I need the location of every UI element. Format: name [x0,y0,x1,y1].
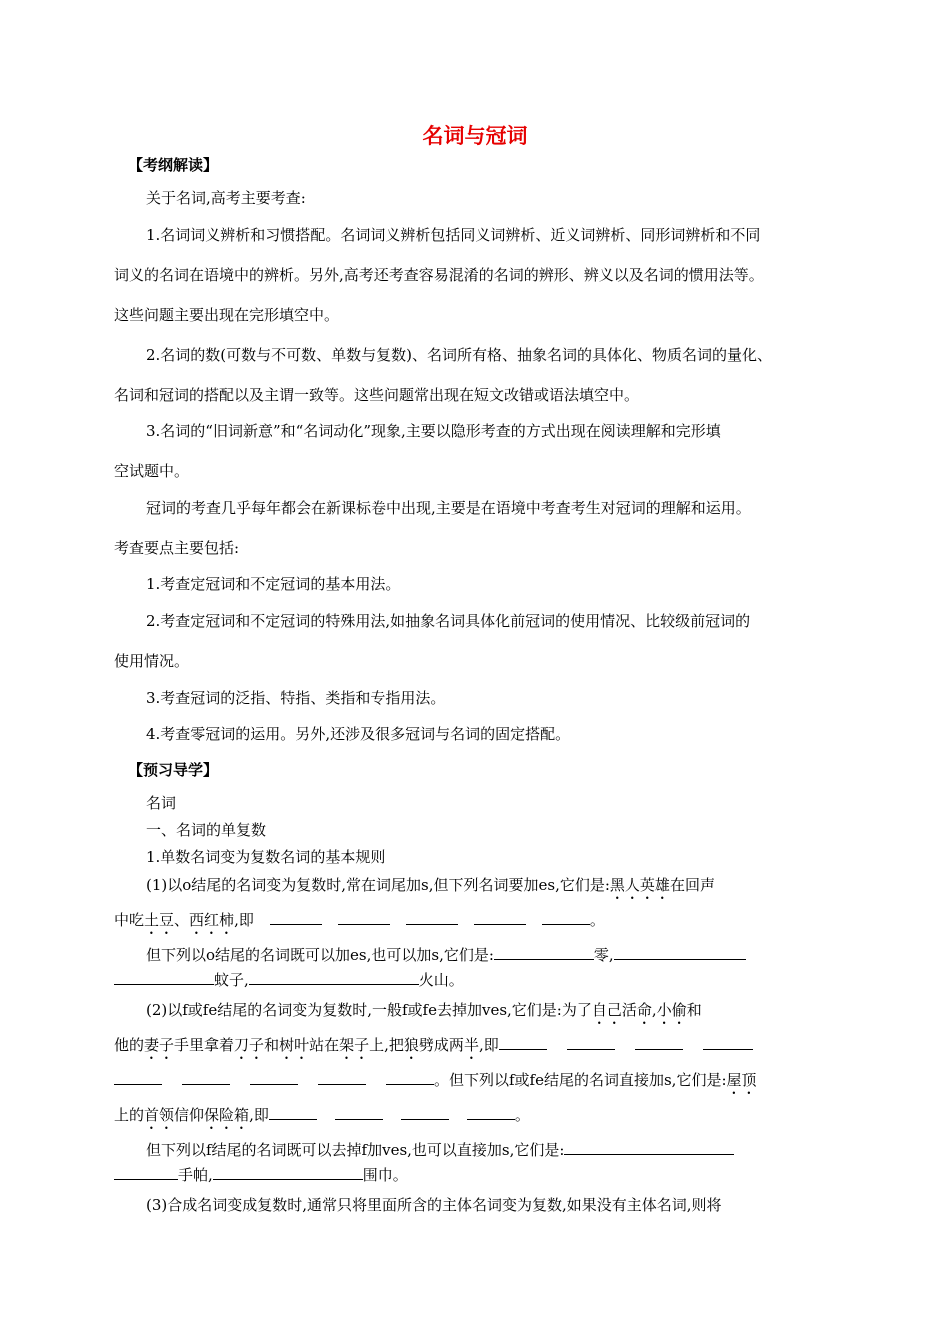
fill-blank[interactable] [114,1070,162,1085]
list-item: 4.考查零冠词的运用。另外,还涉及很多冠词与名词的固定搭配。 [146,725,571,743]
rule-1b-line-2: 蚊子, 火山。 [114,970,464,990]
fill-blank[interactable] [635,1035,683,1050]
subheading: 一、名词的单复数 [146,821,267,839]
emphasis-text: 小偷 [656,1001,687,1019]
fill-blank[interactable] [249,970,419,985]
fill-blank[interactable] [494,945,594,960]
emphasis-text: 刀子 [234,1036,265,1054]
rule-2b-line-1: 但下列以f结尾的名词既可以去掉f加ves,也可以直接加s,它们是: [146,1140,734,1160]
fill-blank[interactable] [567,1035,615,1050]
rule-2-line-3: 。但下列以f或fe结尾的名词直接加s,它们是:屋顶 [114,1070,757,1098]
paragraph: 3.名词的“旧词新意”和“名词动化”现象,主要以隐形考查的方式出现在阅读理解和完形填 [146,422,721,440]
emphasis-text: 自己 [591,1001,622,1019]
rule-2-line-4: 上的首领信仰保险箱,即 。 [114,1106,530,1124]
section-heading-syllabus: 【考纲解读】 [128,156,219,174]
paragraph: 冠词的考查几乎每年都会在新课标卷中出现,主要是在语境中考查考生对冠词的理解和运用。 [146,499,751,517]
list-item: 3.考查冠词的泛指、特指、类指和专指用法。 [146,689,446,707]
emphasis-text: 首领 [144,1106,175,1124]
fill-blank[interactable] [499,1035,547,1050]
fill-blank[interactable] [542,910,590,925]
emphasis-text: 狼 [403,1036,419,1054]
emphasis-text: 屋顶 [726,1071,757,1089]
fill-blank[interactable] [250,1070,298,1085]
rule-2b-line-2: 手帕, 围巾。 [114,1165,408,1185]
emphasis-text: 树叶 [279,1036,310,1054]
rule-3-line-1: (3)合成名词变成复数时,通常只将里面所含的主体名词变为复数,如果没有主体名词,则将 [146,1196,722,1214]
emphasis-text: 半 [463,1036,479,1054]
emphasis-text: 妻子 [144,1036,175,1054]
paragraph: 考查要点主要包括: [114,539,240,557]
list-item: 2.考查定冠词和不定冠词的特殊用法,如抽象名词具体化前冠词的使用情况、比较级前冠词的 [146,612,751,630]
rule-1b-line-1: 但下列以o结尾的名词既可以加es,也可以加s,它们是: 零, [146,945,746,965]
rule-1-line-1: (1)以o结尾的名词变为复数时,常在词尾加s,但下列名词要加es,它们是:黑人英雄在回声 [146,876,715,894]
fill-blank[interactable] [335,1105,383,1120]
fill-blank[interactable] [269,1105,317,1120]
paragraph: 1.名词词义辨析和习惯搭配。名词词义辨析包括同义词辨析、近义词辨析、同形词辨析和不同 [146,226,761,244]
list-item: 1.考查定冠词和不定冠词的基本用法。 [146,575,401,593]
section-heading-preview: 【预习导学】 [128,761,219,779]
paragraph: 这些问题主要出现在完形填空中。 [114,306,340,324]
subheading: 名词 [146,794,177,812]
fill-blank[interactable] [114,1165,178,1180]
emphasis-text: 保险箱 [204,1106,250,1124]
paragraph: 关于名词,高考主要考查: [146,189,306,207]
paragraph: 2.名词的数(可数与不可数、单数与复数)、名词所有格、抽象名词的具体化、物质名词的量化、 [146,346,773,364]
emphasis-text: 架子 [339,1036,370,1054]
fill-blank[interactable] [614,945,746,960]
fill-blank[interactable] [318,1070,366,1085]
emphasis-text: 命 [636,1001,652,1019]
emphasis-text: 土豆 [144,911,175,929]
rule-2-line-2: 他的妻子手里拿着刀子和树叶站在架子上,把狼劈成两半,即 [114,1035,753,1063]
paragraph: 词义的名词在语境中的辨析。另外,高考还考查容易混淆的名词的辨形、辨义以及名词的惯用法等。 [114,266,764,284]
fill-blank[interactable] [703,1035,753,1050]
fill-blank[interactable] [474,910,526,925]
rule-2-line-1: (2)以f或fe结尾的名词变为复数时,一般f或fe去掉加ves,它们是:为了自己活命,小偷和 [146,1001,702,1019]
paragraph: 名词和冠词的搭配以及主谓一致等。这些问题常出现在短文改错或语法填空中。 [114,386,640,404]
fill-blank[interactable] [401,1105,449,1120]
fill-blank[interactable] [114,970,214,985]
fill-blank[interactable] [406,910,458,925]
fill-blank[interactable] [467,1105,515,1120]
subheading: 1.单数名词变为复数名词的基本规则 [146,848,386,866]
page-title: 名词与冠词 [422,124,528,148]
fill-blank[interactable] [564,1140,734,1155]
fill-blank[interactable] [213,1165,363,1180]
fill-blank[interactable] [386,1070,434,1085]
fill-blank[interactable] [270,910,322,925]
paragraph: 空试题中。 [114,462,190,480]
emphasis-text: 西红柿 [189,911,235,929]
list-item: 使用情况。 [114,652,190,670]
fill-blank[interactable] [338,910,390,925]
rule-1-line-2: 中吃土豆、西红柿,即 。 [114,911,605,929]
fill-blank[interactable] [182,1070,230,1085]
emphasis-text: 黑人英雄 [609,876,670,894]
